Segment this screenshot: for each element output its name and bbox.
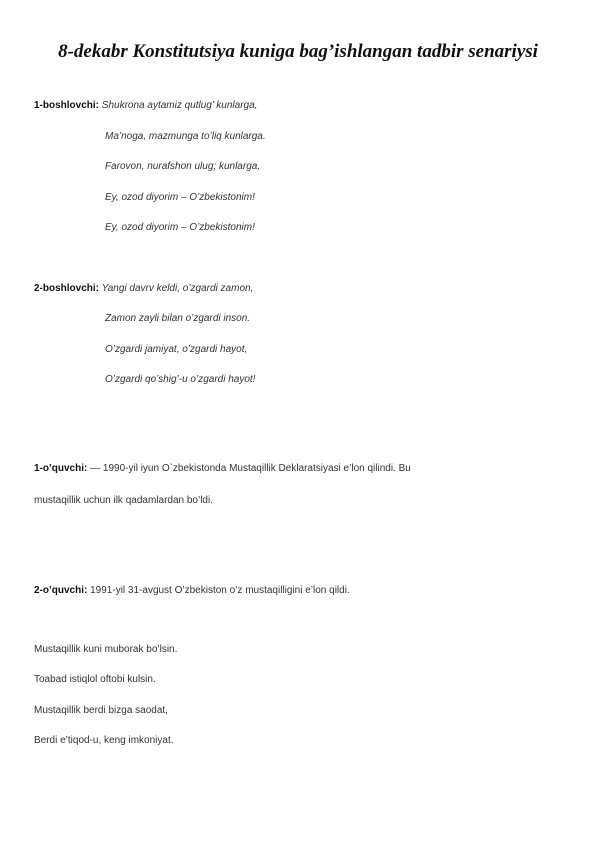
- verse-line: Farovon, nurafshon ulug; kunlarga,: [105, 161, 261, 172]
- block3-first-line: [34, 462, 411, 476]
- verse-line: O’zgardi qo’shig’-u o’zgardi hayot!: [105, 374, 256, 385]
- verse-line: Ma’noga, mazmunga to’liq kunlarga.: [105, 131, 266, 142]
- poem-line: Berdi e’tiqod-u, keng imkoniyat.: [34, 735, 174, 746]
- verse-line: Zamon zayli bilan o’zgardi inson.: [105, 313, 251, 324]
- poem-line: Mustaqillik berdi bizga saodat,: [34, 705, 168, 716]
- paragraph-text: 1991-yil 31-avgust O’zbekiston o’z mustaqilligini e’lon qildi.: [90, 585, 350, 596]
- paragraph-text: — 1990-yil iyun O`zbekistonda Mustaqillik Deklaratsiyasi e’lon qilindi. Bu: [90, 463, 411, 474]
- verse-line: Shukrona aytamiz qutlug’ kunlarga,: [101, 100, 258, 111]
- verse-line: Yangi davrv keldi, o’zgardi zamon,: [101, 283, 254, 294]
- poem-line: Mustaqillik kuni muborak bo’lsin.: [34, 644, 178, 655]
- verse-line: Ey, ozod diyorim – O’zbekistonim!: [105, 192, 255, 203]
- speaker-label: 1-o’quvchi:: [34, 463, 88, 474]
- speaker-label: 1-boshlovchi:: [34, 100, 100, 111]
- verse-line: Ey, ozod diyorim – O’zbekistonim!: [105, 222, 255, 233]
- block1-first-line: [34, 99, 257, 113]
- speaker-label: 2-boshlovchi:: [34, 283, 100, 294]
- block4-first-line: [34, 584, 350, 598]
- document-title: 8-dekabr Konstitutsiya kuniga bag’ishlangan tadbir senariysi: [58, 41, 538, 62]
- paragraph-text: mustaqillik uchun ilk qadamlardan bo’ldi.: [34, 495, 213, 506]
- poem-line: Toabad istiqlol oftobi kulsin.: [34, 674, 156, 685]
- speaker-label: 2-o’quvchi:: [34, 585, 88, 596]
- block2-first-line: [34, 282, 253, 296]
- verse-line: O’zgardi jamiyat, o’zgardi hayot,: [105, 344, 248, 355]
